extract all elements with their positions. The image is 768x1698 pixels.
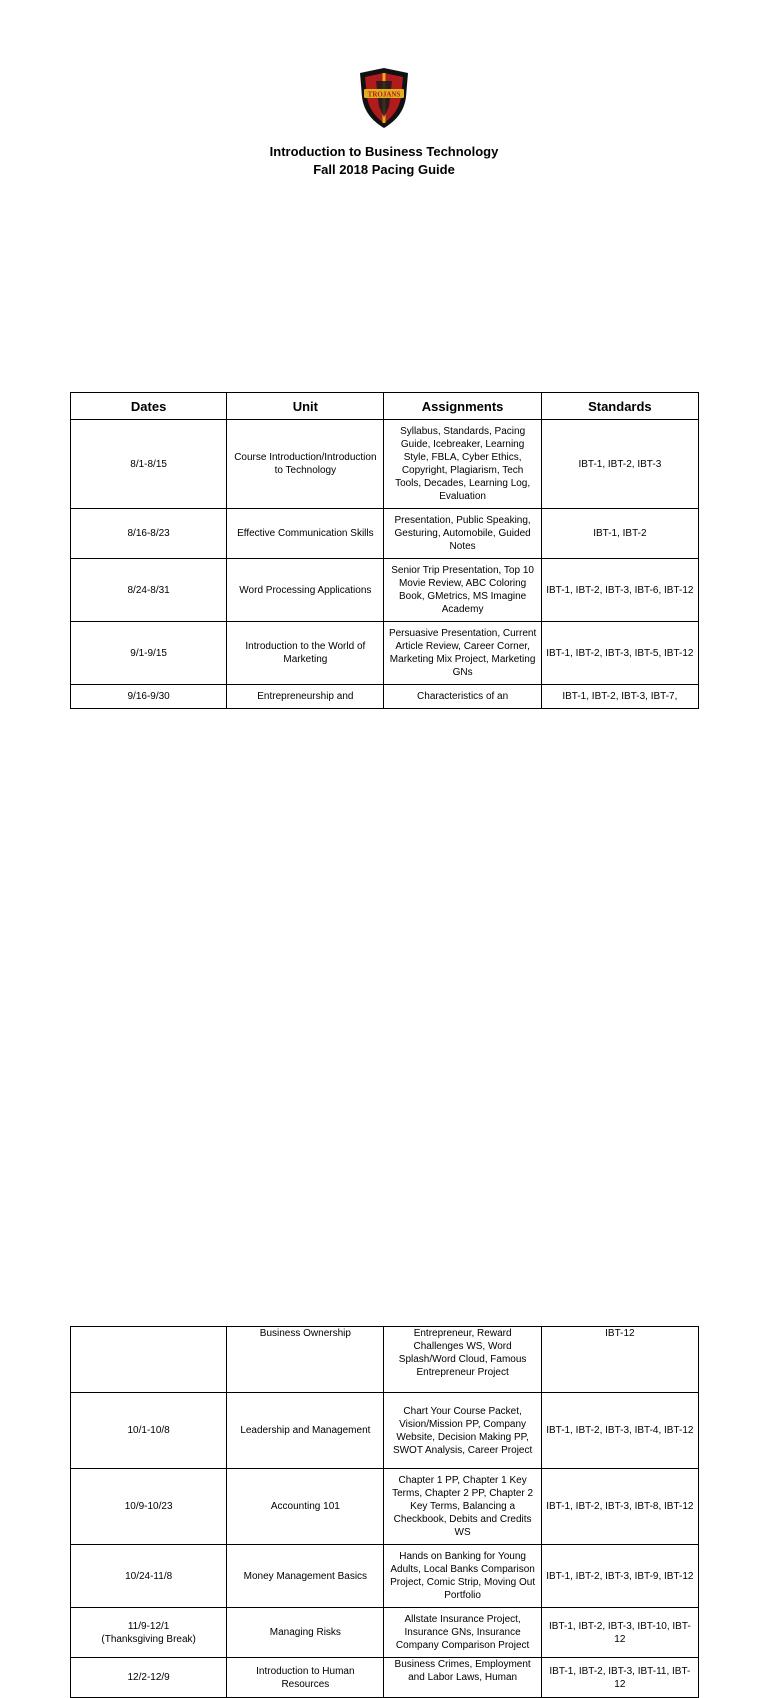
cell-standards: IBT-1, IBT-2, IBT-3, IBT-8, IBT-12 (541, 1469, 698, 1545)
cell-unit: Course Introduction/Introduction to Technology (227, 420, 384, 509)
header-standards: Standards (541, 393, 698, 420)
cell-dates: 8/24-8/31 (71, 559, 227, 622)
cell-standards: IBT-1, IBT-2, IBT-3, IBT-7, (541, 685, 698, 709)
cell-standards: IBT-1, IBT-2, IBT-3, IBT-5, IBT-12 (541, 622, 698, 685)
title-block (0, 143, 768, 179)
cell-standards: IBT-1, IBT-2, IBT-3, IBT-11, IBT-12 (541, 1658, 698, 1698)
table-row (71, 1327, 699, 1393)
table-row (71, 559, 699, 622)
table-row (71, 1393, 699, 1469)
cell-unit: Introduction to Human Resources (227, 1658, 384, 1698)
pacing-table-page-2 (70, 1326, 699, 1698)
cell-assignments: Senior Trip Presentation, Top 10 Movie Review, ABC Coloring Book, GMetrics, MS Imagine Academy (384, 559, 541, 622)
cell-dates: 9/16-9/30 (71, 685, 227, 709)
pacing-table-page-1 (70, 392, 699, 709)
cell-dates: 8/1-8/15 (71, 420, 227, 509)
table-row (71, 420, 699, 509)
cell-dates: 10/24-11/8 (71, 1545, 227, 1608)
cell-assignments: Characteristics of an (384, 685, 541, 709)
cell-standards: IBT-1, IBT-2, IBT-3, IBT-10, IBT-12 (541, 1608, 698, 1658)
cell-dates: 8/16-8/23 (71, 509, 227, 559)
cell-assignments: Persuasive Presentation, Current Article Review, Career Corner, Marketing Mix Project, Marketing GNs (384, 622, 541, 685)
shield-crest-icon (358, 67, 410, 129)
cell-unit: Managing Risks (227, 1608, 384, 1658)
header-assignments: Assignments (384, 393, 541, 420)
cell-standards: IBT-1, IBT-2 (541, 509, 698, 559)
cell-unit: Introduction to the World of Marketing (227, 622, 384, 685)
cell-standards: IBT-1, IBT-2, IBT-3, IBT-4, IBT-12 (541, 1393, 698, 1469)
cell-assignments: Syllabus, Standards, Pacing Guide, Icebreaker, Learning Style, FBLA, Cyber Ethics, Copyright, Plagiarism, Tech Tools, Decades, Learning Log, Evaluation (384, 420, 541, 509)
document-title: Introduction to Business Technology (269, 144, 499, 159)
table-row (71, 1545, 699, 1608)
cell-unit: Word Processing Applications (227, 559, 384, 622)
cell-standards: IBT-12 (541, 1327, 698, 1393)
cell-standards: IBT-1, IBT-2, IBT-3, IBT-9, IBT-12 (541, 1545, 698, 1608)
cell-unit: Money Management Basics (227, 1545, 384, 1608)
table-row (71, 1608, 699, 1658)
cell-unit: Accounting 101 (227, 1469, 384, 1545)
cell-assignments: Presentation, Public Speaking, Gesturing, Automobile, Guided Notes (384, 509, 541, 559)
cell-unit: Leadership and Management (227, 1393, 384, 1469)
header-unit: Unit (227, 393, 384, 420)
cell-dates: 12/2-12/9 (71, 1658, 227, 1698)
logo-text: TROJANS (367, 90, 401, 99)
table-header-row (71, 393, 699, 420)
cell-assignments: Chapter 1 PP, Chapter 1 Key Terms, Chapter 2 PP, Chapter 2 Key Terms, Balancing a Checkbook, Debits and Credits WS (384, 1469, 541, 1545)
cell-dates (71, 1327, 227, 1393)
table-page-1-wrapper (0, 196, 768, 702)
cell-assignments: Allstate Insurance Project, Insurance GNs, Insurance Company Comparison Project (384, 1608, 541, 1658)
cell-unit: Entrepreneurship and (227, 685, 384, 709)
cell-assignments: Chart Your Course Packet, Vision/Mission PP, Company Website, Decision Making PP, SWOT Analysis, Career Project (384, 1393, 541, 1469)
cell-unit: Business Ownership (227, 1327, 384, 1393)
table-row (71, 509, 699, 559)
table-row (71, 1469, 699, 1545)
cell-dates: 10/9-10/23 (71, 1469, 227, 1545)
cell-dates-line1: 11/9-12/1 (127, 1620, 170, 1632)
header-dates: Dates (71, 393, 227, 420)
cell-dates: 9/1-9/15 (71, 622, 227, 685)
table-page-2-wrapper (0, 663, 768, 1690)
table-row (71, 1658, 699, 1698)
cell-standards: IBT-1, IBT-2, IBT-3 (541, 420, 698, 509)
document-subtitle: Fall 2018 Pacing Guide (313, 162, 455, 177)
cell-dates (71, 1608, 227, 1658)
cell-standards: IBT-1, IBT-2, IBT-3, IBT-6, IBT-12 (541, 559, 698, 622)
cell-assignments: Business Crimes, Employment and Labor Laws, Human (384, 1658, 541, 1698)
cell-dates-line2: (Thanksgiving Break) (101, 1633, 196, 1645)
cell-unit: Effective Communication Skills (227, 509, 384, 559)
cell-dates: 10/1-10/8 (71, 1393, 227, 1469)
cell-assignments: Entrepreneur, Reward Challenges WS, Word Splash/Word Cloud, Famous Entrepreneur Project (384, 1327, 541, 1393)
cell-assignments: Hands on Banking for Young Adults, Local Banks Comparison Project, Comic Strip, Moving Out Portfolio (384, 1545, 541, 1608)
